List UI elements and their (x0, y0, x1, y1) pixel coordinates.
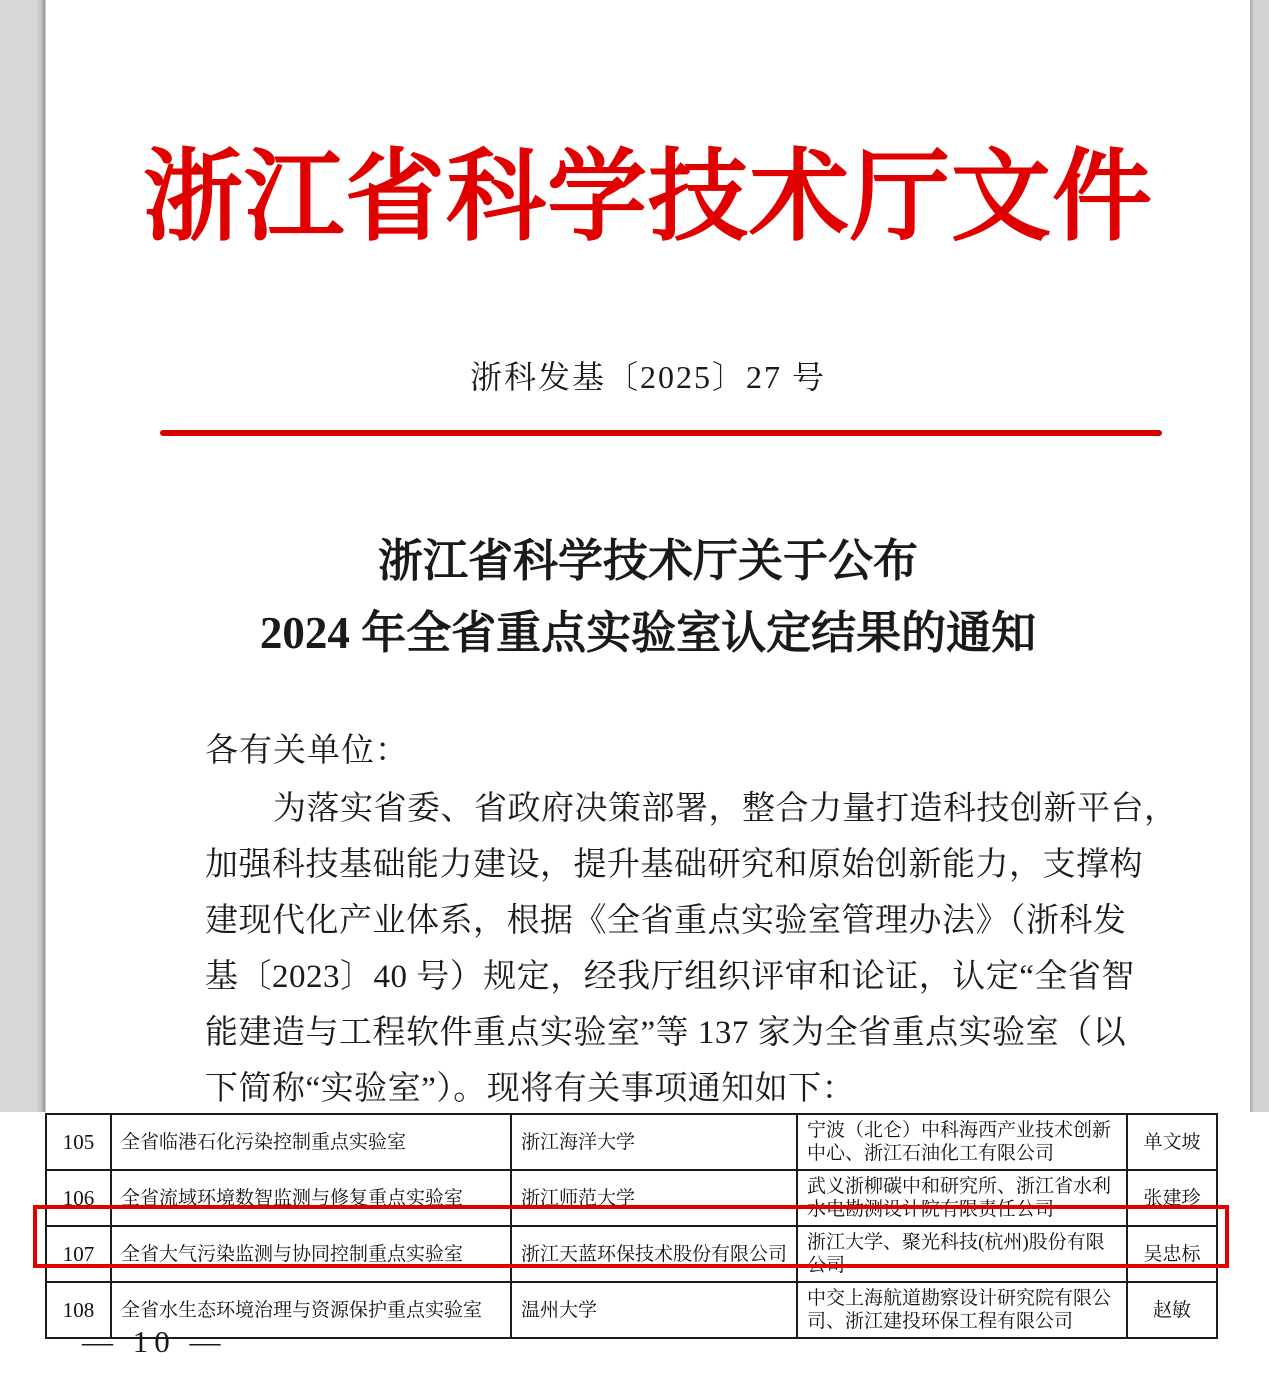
red-letterhead-title: 浙江省科学技术厅文件 (143, 142, 1153, 253)
row-number-cell: 105 (46, 1114, 111, 1170)
lab-name-cell: 全省临港石化污染控制重点实验室 (111, 1114, 511, 1170)
table-row-105 (46, 1114, 1217, 1170)
table-row-106 (46, 1170, 1217, 1226)
body-paragraph-line: 能建造与工程软件重点实验室”等 137 家为全省重点实验室（以 (205, 1015, 1127, 1051)
host-unit-cell: 浙江师范大学 (511, 1170, 797, 1226)
partner-units-cell: 中交上海航道勘察设计研究院有限公司、浙江建投环保工程有限公司 (797, 1282, 1127, 1338)
host-unit-cell: 浙江海洋大学 (511, 1114, 797, 1170)
body-paragraph-line: 下简称“实验室”）。现将有关事项通知如下： (205, 1071, 856, 1107)
body-paragraph-line: 为落实省委、省政府决策部署，整合力量打造科技创新平台， (273, 791, 1178, 827)
host-unit-cell: 温州大学 (511, 1282, 797, 1338)
salutation: 各有关单位： (205, 733, 409, 769)
key-lab-results-table (45, 1113, 1218, 1339)
body-paragraph-line: 基〔2023〕40 号）规定，经我厅组织评审和论证，认定“全省智 (205, 959, 1135, 995)
lab-name-cell: 全省大气污染监测与协同控制重点实验室 (111, 1226, 511, 1282)
lab-name-cell: 全省水生态环境治理与资源保护重点实验室 (111, 1282, 511, 1338)
partner-units-cell: 浙江大学、聚光科技(杭州)股份有限公司 (797, 1226, 1127, 1282)
red-separator-line (160, 430, 1162, 436)
right-page-margin (1249, 0, 1269, 1112)
row-number-cell: 106 (46, 1170, 111, 1226)
body-paragraph-line: 建现代化产业体系，根据《全省重点实验室管理办法》（浙科发 (205, 903, 1127, 939)
page-number: — 10 — (82, 1324, 227, 1359)
notice-title-line1: 浙江省科学技术厅关于公布 (377, 536, 918, 586)
partner-units-cell: 武义浙柳碳中和研究所、浙江省水利水电勘测设计院有限责任公司 (797, 1170, 1127, 1226)
body-paragraph-line: 加强科技基础能力建设，提升基础研究和原始创新能力，支撑构 (205, 847, 1143, 883)
director-cell: 张建珍 (1127, 1170, 1217, 1226)
director-cell: 单文坡 (1127, 1114, 1217, 1170)
row-number-cell: 108 (46, 1282, 111, 1338)
lab-name-cell: 全省流域环境数智监测与修复重点实验室 (111, 1170, 511, 1226)
host-unit-cell: 浙江天蓝环保技术股份有限公司 (511, 1226, 797, 1282)
partner-units-cell: 宁波（北仑）中科海西产业技术创新中心、浙江石油化工有限公司 (797, 1114, 1127, 1170)
director-cell: 赵敏 (1127, 1282, 1217, 1338)
notice-title-line2: 2024 年全省重点实验室认定结果的通知 (259, 608, 1037, 658)
director-cell: 吴忠标 (1127, 1226, 1217, 1282)
document-number: 浙科发基〔2025〕27 号 (469, 359, 826, 395)
table-row-107-highlighted (46, 1226, 1217, 1282)
left-page-margin (0, 0, 46, 1112)
row-number-cell: 107 (46, 1226, 111, 1282)
